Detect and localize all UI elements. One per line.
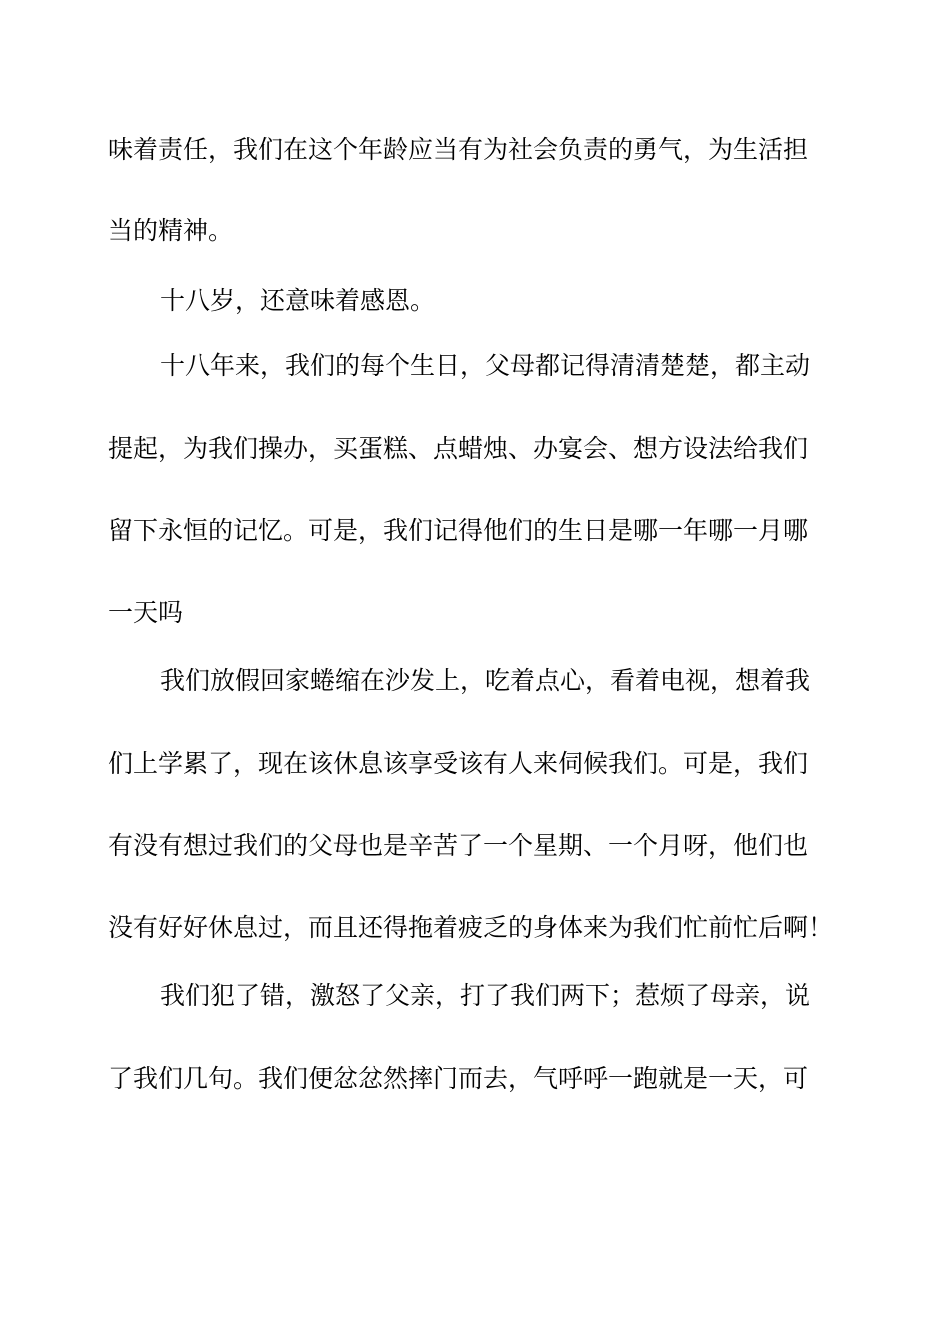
- text-line: 了我们几句。我们便忿忿然摔门而去，气呼呼一跑就是一天，可: [108, 1064, 809, 1093]
- paragraph-first-line: 十八年来，我们的每个生日，父母都记得清清楚楚，都主动: [160, 351, 811, 380]
- paragraph-first-line: 我们犯了错，激怒了父亲，打了我们两下；惹烦了母亲，说: [160, 981, 811, 1010]
- paragraph-first-line: 十八岁，还意味着感恩。: [160, 286, 436, 315]
- text-line: 当的精神。: [108, 216, 234, 245]
- text-line: 有没有想过我们的父母也是辛苦了一个星期、一个月呀，他们也: [108, 831, 809, 860]
- text-line: 提起，为我们操办，买蛋糕、点蜡烛、办宴会、想方设法给我们: [108, 434, 809, 463]
- text-line: 没有好好休息过，而且还得拖着疲乏的身体来为我们忙前忙后啊！: [108, 913, 834, 942]
- text-line: 留下永恒的记忆。可是，我们记得他们的生日是哪一年哪一月哪: [108, 516, 809, 545]
- paragraph-first-line: 我们放假回家蜷缩在沙发上，吃着点心，看着电视，想着我: [160, 666, 811, 695]
- text-line: 们上学累了，现在该休息该享受该有人来伺候我们。可是，我们: [108, 749, 809, 778]
- text-line: 味着责任，我们在这个年龄应当有为社会负责的勇气，为生活担: [108, 135, 809, 164]
- text-line: 一天吗: [108, 598, 184, 627]
